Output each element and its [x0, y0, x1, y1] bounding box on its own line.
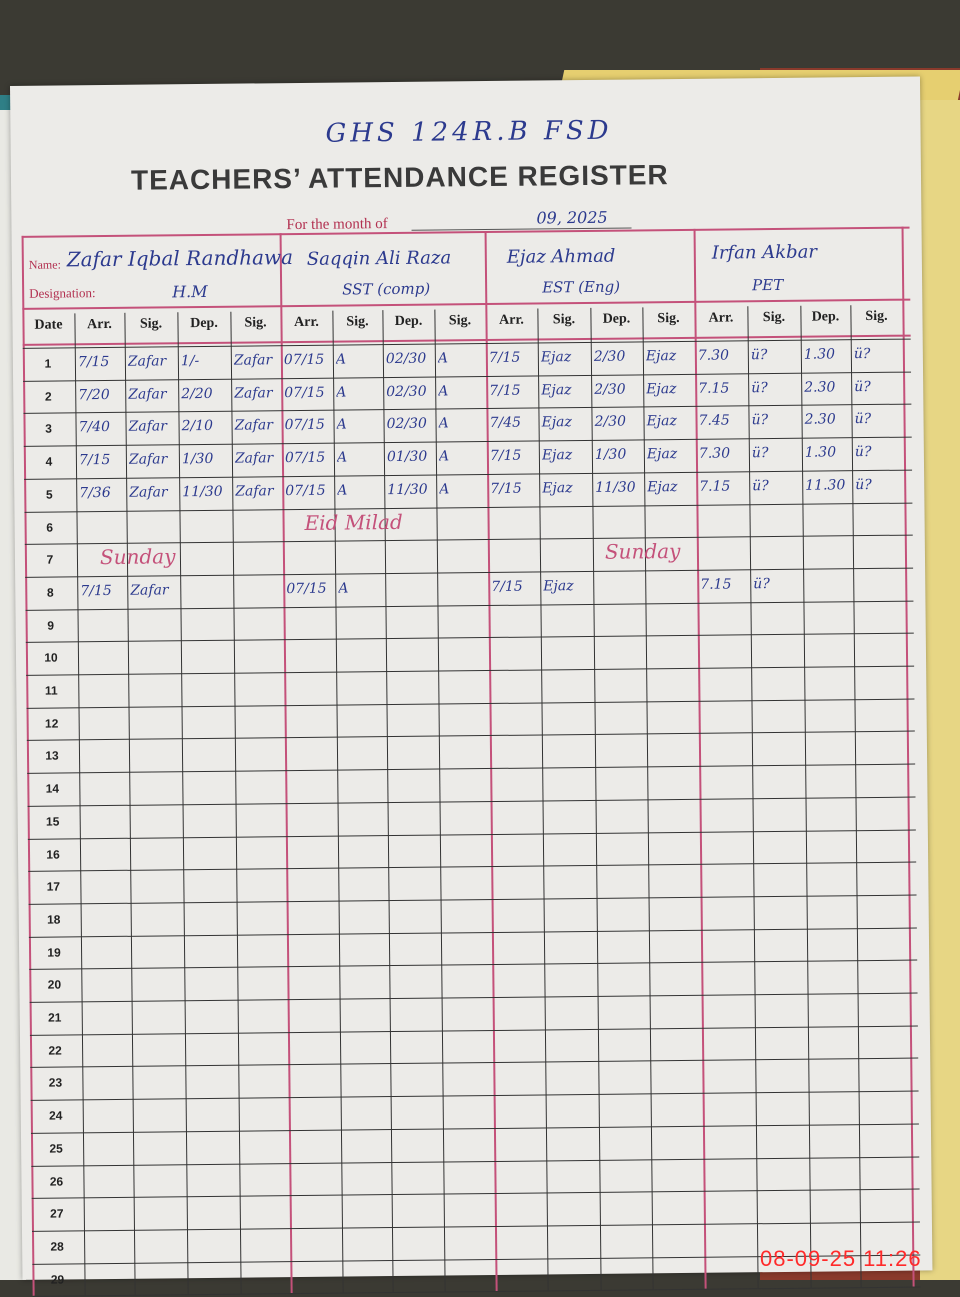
teacher-designation-1: H.M — [172, 281, 208, 302]
attendance-cell: Zafar — [233, 352, 273, 369]
attendance-cell: 2/20 — [181, 385, 213, 402]
teacher-designation-3: EST (Eng) — [542, 277, 621, 297]
attendance-cell: 7.45 — [698, 412, 730, 430]
attendance-cell: 07/15 — [285, 482, 326, 499]
row-date: 11 — [44, 683, 58, 698]
row-date: 2 — [44, 389, 52, 404]
attendance-cell: 7.30 — [698, 445, 731, 462]
attendance-cell: A — [336, 416, 347, 433]
row-line-18 — [29, 927, 917, 937]
attendance-cell: 07/15 — [284, 449, 326, 467]
row-date: 27 — [50, 1206, 64, 1221]
row-line-16 — [28, 862, 916, 872]
row-date: 24 — [49, 1108, 63, 1123]
attendance-cell: Zafar — [127, 353, 167, 370]
attendance-cell: 2.30 — [804, 379, 836, 396]
group-divider-4 — [902, 227, 915, 1287]
attendance-cell: Ejaz — [645, 348, 677, 365]
header-dep-t4-2: Dep. — [811, 309, 840, 325]
row-line-27 — [32, 1221, 920, 1231]
teacher-name-4: Irfan Akbar — [711, 241, 818, 264]
row-line-8 — [25, 600, 913, 610]
attendance-cell: 7/15 — [489, 447, 522, 465]
header-arr-t2-0: Arr. — [294, 314, 319, 331]
row-date: 21 — [47, 1010, 62, 1025]
row-date: 1 — [44, 356, 52, 371]
row-line-24 — [31, 1123, 919, 1133]
attendance-cell: 2/30 — [594, 381, 626, 398]
attendance-cell: ü? — [751, 379, 768, 396]
attendance-cell: 7/45 — [489, 415, 522, 432]
attendance-cell: 2/30 — [593, 348, 626, 365]
row-date: 12 — [44, 716, 59, 731]
header-sig-t1-3: Sig. — [244, 315, 267, 331]
teacher-name-3: Ejaz Ahmad — [506, 245, 616, 268]
row-date: 5 — [45, 487, 53, 502]
attendance-cell: A — [438, 448, 450, 465]
attendance-cell: Ejaz — [543, 578, 574, 595]
attendance-cell: 7/15 — [490, 480, 522, 497]
header-top-rule — [22, 227, 910, 238]
month-value: 09, 2025 — [536, 207, 608, 228]
attendance-cell: ü? — [855, 476, 872, 493]
page-title: TEACHERS’ ATTENDANCE REGISTER — [130, 159, 669, 196]
designation-label: Designation: — [29, 285, 96, 301]
row-line-26 — [32, 1189, 920, 1199]
teacher-designation-4: PET — [752, 275, 784, 295]
attendance-cell: 02/30 — [386, 416, 428, 433]
attendance-cell: Zafar — [128, 451, 168, 468]
attendance-cell: 2.30 — [804, 411, 836, 429]
row-date: 28 — [50, 1239, 64, 1254]
row-line-17 — [29, 894, 917, 904]
row-note-secondary: Sunday — [604, 539, 681, 564]
row-date: 29 — [50, 1272, 65, 1287]
attendance-cell: ü? — [752, 477, 769, 495]
attendance-cell: ü? — [750, 347, 768, 364]
row-date: 26 — [49, 1174, 64, 1189]
row-line-21 — [30, 1025, 918, 1035]
camera-timestamp: 08-09-25 11:26 — [760, 1246, 922, 1271]
row-date: 7 — [46, 552, 54, 567]
row-date: 25 — [49, 1141, 63, 1156]
attendance-cell: 2/30 — [594, 413, 627, 431]
attendance-cell: 7/15 — [80, 582, 112, 600]
school-header: GHS 124R.B FSD — [325, 115, 613, 149]
row-date: 17 — [46, 879, 61, 894]
header-sig-t2-3: Sig. — [448, 313, 472, 329]
attendance-cell: Ejaz — [646, 446, 678, 463]
teacher-name-2: Saqqin Ali Raza — [306, 247, 452, 270]
row-line-20 — [30, 993, 918, 1003]
attendance-cell: 7/15 — [77, 353, 110, 371]
row-line-25 — [31, 1156, 919, 1166]
attendance-cell: Zafar — [234, 384, 273, 402]
attendance-cell: 1.30 — [804, 444, 837, 461]
attendance-cell: ü? — [753, 575, 770, 593]
row-date: 6 — [46, 520, 54, 535]
attendance-grid — [10, 76, 920, 86]
row-line-9 — [26, 633, 914, 643]
attendance-cell: 11.30 — [805, 477, 846, 494]
row-date: 14 — [45, 781, 60, 796]
header-dep-t1-2: Dep. — [190, 315, 218, 332]
attendance-cell: 07/15 — [286, 580, 327, 598]
row-date: 9 — [47, 618, 55, 633]
attendance-cell: Zafar — [129, 484, 168, 501]
attendance-cell: A — [336, 449, 348, 466]
attendance-cell: 7/40 — [78, 419, 111, 436]
row-line-23 — [31, 1091, 919, 1101]
month-label: For the month of — [286, 216, 388, 234]
row-line-29 — [33, 1287, 921, 1297]
attendance-cell: 07/15 — [284, 417, 326, 434]
attendance-cell: Ejaz — [541, 414, 572, 431]
attendance-cell: 7/15 — [491, 578, 523, 595]
attendance-cell: 07/15 — [283, 351, 325, 369]
attendance-cell: A — [438, 383, 449, 400]
attendance-cell: ü? — [751, 445, 769, 462]
attendance-cell: 2/10 — [181, 418, 214, 435]
header-dep-t3-2: Dep. — [602, 311, 631, 327]
attendance-cell: Ejaz — [541, 447, 573, 464]
header-arr-t3-0: Arr. — [499, 312, 524, 328]
attendance-cell: Ejaz — [647, 478, 678, 496]
header-arr-t1-0: Arr. — [87, 316, 112, 333]
row-date: 22 — [48, 1043, 62, 1058]
row-date: 8 — [46, 585, 54, 600]
attendance-cell: A — [338, 580, 349, 597]
attendance-cell: A — [336, 384, 347, 401]
name-label: Name: — [28, 257, 61, 272]
header-dep-t2-2: Dep. — [394, 313, 423, 329]
attendance-cell: ü? — [853, 346, 871, 363]
attendance-cell: A — [438, 415, 449, 432]
attendance-cell: 7/15 — [489, 382, 521, 399]
header-sig-t4-3: Sig. — [865, 308, 888, 325]
header-sig-t3-3: Sig. — [657, 311, 680, 327]
attendance-cell: Ejaz — [541, 381, 572, 399]
attendance-cell: 02/30 — [385, 350, 427, 368]
attendance-cell: A — [335, 351, 347, 368]
attendance-cell: Zafar — [235, 483, 274, 500]
attendance-cell: A — [437, 350, 449, 367]
row-note: Eid Milad — [304, 509, 403, 535]
row-date: 16 — [46, 847, 60, 862]
row-line-12 — [27, 731, 915, 741]
attendance-cell: 07/15 — [284, 384, 325, 401]
row-date: 4 — [45, 454, 53, 469]
attendance-cell: 7/15 — [488, 349, 521, 366]
attendance-cell: 11/30 — [387, 481, 428, 498]
attendance-cell: 7.15 — [698, 380, 730, 397]
attendance-cell: A — [337, 482, 348, 499]
attendance-cell: 1/30 — [181, 450, 214, 468]
row-line-15 — [28, 829, 916, 839]
row-date: 10 — [44, 650, 58, 665]
row-line-19 — [29, 960, 917, 970]
row-line-13 — [27, 764, 915, 774]
attendance-cell: 7.15 — [699, 478, 731, 495]
row-line-11 — [27, 698, 915, 708]
row-line-6 — [25, 535, 913, 545]
header-date: Date — [34, 317, 63, 333]
attendance-cell: Zafar — [130, 582, 169, 599]
attendance-cell: 1/30 — [594, 446, 627, 463]
row-line-14 — [28, 796, 916, 806]
teacher-designation-2: SST (comp) — [342, 279, 431, 299]
attendance-cell: A — [439, 481, 450, 498]
attendance-cell: 02/30 — [386, 383, 427, 400]
attendance-cell: Zafar — [234, 417, 273, 435]
row-date: 20 — [47, 977, 62, 992]
attendance-cell: 11/30 — [182, 483, 223, 501]
header-sig-t4-1: Sig. — [762, 309, 786, 326]
row-note: Sunday — [99, 544, 176, 570]
attendance-cell: 1/- — [180, 353, 200, 370]
row-date: 3 — [45, 421, 53, 437]
attendance-cell: 11/30 — [595, 479, 636, 496]
row-line-10 — [26, 666, 914, 676]
row-line-5 — [24, 502, 912, 512]
attendance-cell: ü? — [751, 412, 769, 429]
attendance-cell: ü? — [854, 444, 872, 461]
attendance-cell: 7/15 — [78, 452, 111, 469]
attendance-cell: Zafar — [234, 450, 274, 467]
attendance-cell: ü? — [854, 378, 871, 395]
row-line-22 — [30, 1058, 918, 1068]
attendance-cell: Ejaz — [540, 349, 572, 366]
row-date: 18 — [46, 912, 61, 927]
attendance-cell: Ejaz — [646, 413, 677, 430]
attendance-cell: 7.30 — [697, 347, 730, 364]
attendance-cell: 7/36 — [79, 484, 111, 502]
attendance-cell: Zafar — [128, 386, 167, 403]
header-mid-rule — [22, 299, 910, 310]
attendance-cell: Ejaz — [542, 479, 573, 497]
register-page — [10, 76, 932, 1287]
attendance-cell: ü? — [854, 411, 872, 428]
header-arr-t4-0: Arr. — [708, 310, 734, 326]
header-sig-t3-1: Sig. — [552, 312, 576, 328]
attendance-cell: 7/20 — [78, 386, 110, 403]
attendance-cell: Ejaz — [646, 380, 677, 398]
teacher-name-1: Zafar Iqbal Randhawa — [66, 245, 294, 272]
attendance-cell: Zafar — [128, 418, 167, 436]
attendance-cell: 1.30 — [803, 346, 836, 363]
attendance-cell: 01/30 — [386, 448, 428, 466]
header-sig-t1-1: Sig. — [139, 316, 163, 332]
header-sig-t2-1: Sig. — [346, 314, 369, 330]
row-date: 23 — [48, 1075, 63, 1091]
row-date: 13 — [45, 748, 59, 764]
row-date: 19 — [47, 945, 61, 960]
row-date: 15 — [45, 814, 60, 829]
attendance-cell: 7.15 — [700, 576, 732, 593]
